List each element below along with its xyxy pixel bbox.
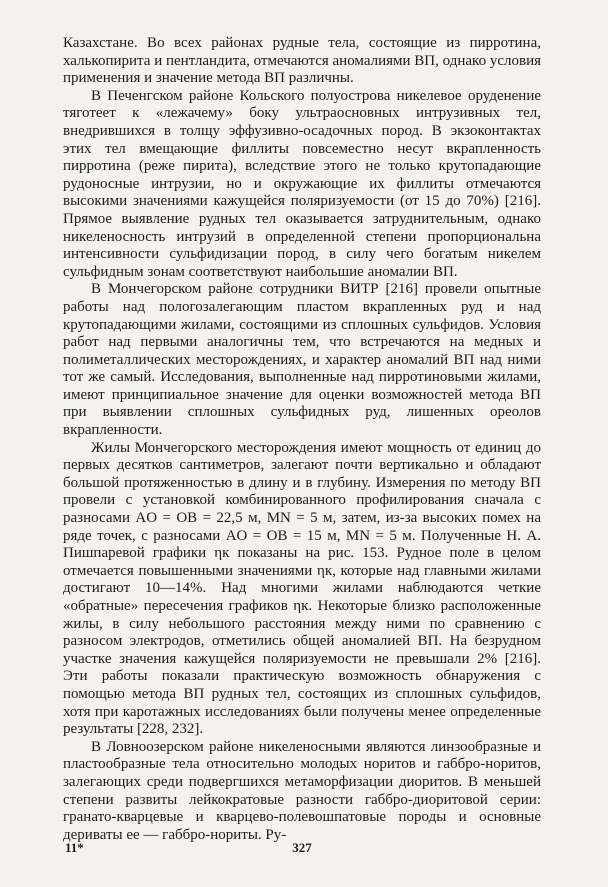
body-text xyxy=(63,35,541,844)
paragraph-3: В Мончегорском районе сотрудники ВИТР [216] провели опытные работы над пологозалегающим пластом вкрапленных руд и над крутопадающими жилами, состоящими из сплошных сульфидов. Условия работ над первыми аналогичны тем, что встречаются на медных и полиметаллических месторождениях, и характер аномалий ВП над ними тот же самый. Исследования, выполненные над пирротиновыми жилами, имеют принципиальное значение для оценки возможностей метода ВП при выявлении сплошных сульфидных руд, лишенных ореолов вкрапленности. xyxy=(63,281,541,439)
page-footer xyxy=(63,840,541,860)
paragraph-2: В Печенгском районе Кольского полуострова никелевое оруденение тяготеет к «лежачему» боку ультраосновных интрузивных тел, внедрившихся в толщу эффузивно-осадочных пород. В экзоконтактах этих тел вмещающие филлиты повсеместно несут вкрапленность пирротина (реже пирита), вследствие этого не только крутопадающие рудоносные интрузии, но и окружающие их филлиты отмечаются высокими значениями кажущейся поляризуемости (от 15 до 70%) [216]. Прямое выявление рудных тел оказывается затруднительным, однако никеленосность интрузий в определенной степени пропорциональна интенсивности сульфидизации пород, в силу чего богатым никелем сульфидным зонам соответствуют наибольшие аномалии ВП. xyxy=(63,87,541,280)
paragraph-1: Казахстане. Во всех районах рудные тела, состоящие из пирротина, халькопирита и пентландита, отмечаются аномалиями ВП, однако условия применения и значение метода ВП различны. xyxy=(63,35,541,87)
paragraph-5: В Ловноозерском районе никеленосными являются линзообразные и пластообразные тела относительно молодых норитов и габбро-норитов, залегающих среди подвергшихся метаморфизации диоритов. В меньшей степени развиты лейкократовые разности габбро-диоритовой серии: гранато-кварцевые и кварцево-полевошпатовые породы и основные дериваты ее — габбро-нориты. Ру- xyxy=(63,738,541,843)
page-number: 327 xyxy=(292,840,312,855)
signature-mark: 11* xyxy=(65,840,84,855)
paragraph-4: Жилы Мончегорского месторождения имеют мощность от единиц до первых десятков сантиметров, залегают почти вертикально и обладают большой протяженностью в длину и в глубину. Измерения по методу ВП провели с установкой комбинированного профилирования сначала с разносами AO = OB = 22,5 м, MN = 5 м, затем, из-за высоких помех на ряде точек, с разносами AO = OB = 15 м, MN = 5 м. Полученные Н. А. Пишпаревой графики ηк показаны на рис. 153. Рудное поле в целом отмечается повышенными значениями ηк, которые над главными жилами достигают 10—14%. Над многими жилами наблюдаются четкие «обратные» пересечения графиков ηк. Некоторые близко расположенные жилы, в силу небольшого расстояния между ними по сравнению с разносом электродов, отметились общей аномалией ВП. На безрудном участке значения кажущейся поляризуемости не превышали 2% [216]. Эти работы показали практическую возможность обнаружения с помощью метода ВП рудных тел, состоящих из сплошных сульфидов, хотя при каротажных исследованиях были получены менее определенные результаты [228, 232]. xyxy=(63,439,541,738)
